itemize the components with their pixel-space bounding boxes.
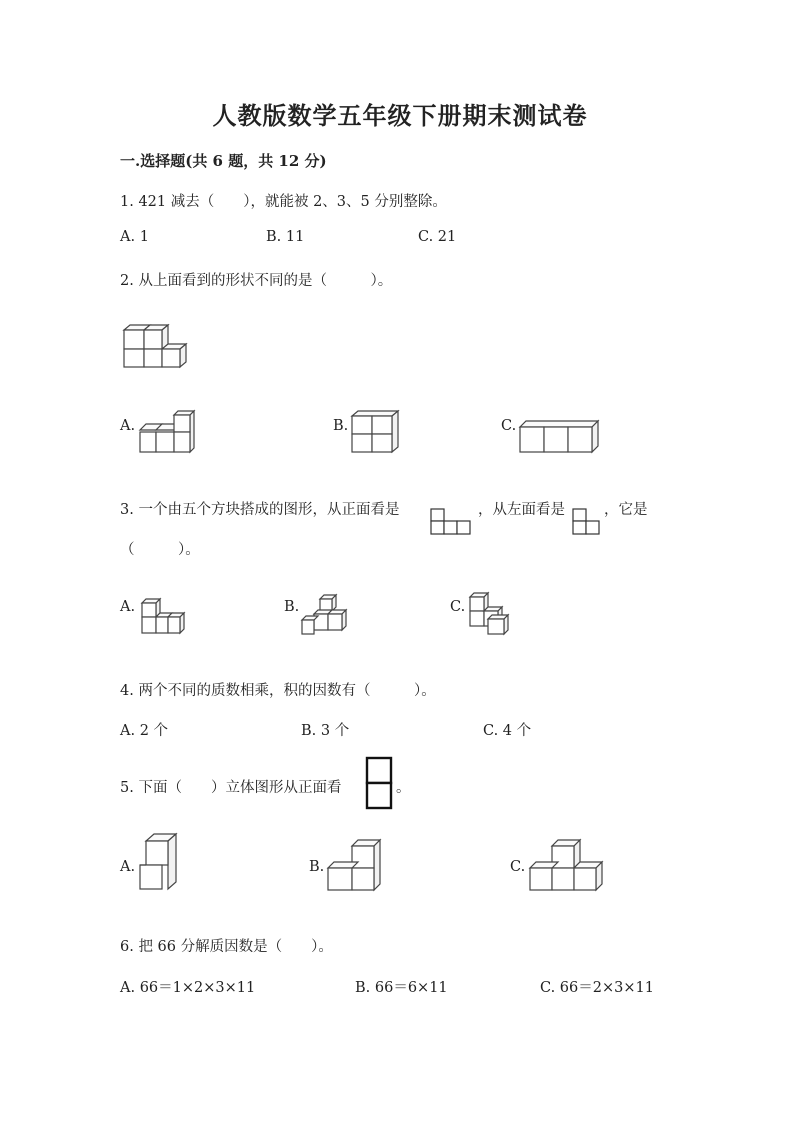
question-6-option-b[interactable]: B. 66＝6×11	[355, 980, 448, 996]
question-2-option-c-figure	[518, 420, 608, 455]
question-3-option-a[interactable]: A.	[120, 599, 136, 615]
question-3-left-view-figure	[572, 508, 602, 536]
question-6-option-a[interactable]: A. 66＝1×2×3×11	[120, 980, 256, 996]
question-5-text-part2: 。	[396, 780, 411, 796]
question-3-text-part1: 3. 一个由五个方块搭成的图形，从正面看是	[120, 502, 400, 518]
question-3-front-view-figure	[430, 508, 475, 536]
question-5-front-view-figure	[365, 756, 395, 812]
question-2-option-a[interactable]: A.	[120, 418, 136, 434]
question-3-option-a-figure	[138, 596, 193, 638]
question-4-text: 4. 两个不同的质数相乘，积的因数有（ ）。	[120, 683, 436, 699]
question-5-option-a[interactable]: A.	[120, 859, 136, 875]
question-4-option-b[interactable]: B. 3 个	[301, 723, 350, 739]
question-3-option-c[interactable]: C.	[450, 599, 466, 615]
question-3-option-c-figure	[466, 592, 521, 638]
question-5-option-a-figure	[138, 832, 183, 892]
question-5-option-b[interactable]: B.	[309, 859, 325, 875]
question-1-option-c[interactable]: C. 21	[418, 229, 457, 245]
question-5-option-b-figure	[326, 838, 386, 894]
question-3-text-part3: ，它是	[604, 502, 648, 518]
question-5-text-part1: 5. 下面（ ）立体图形从正面看	[120, 780, 342, 796]
question-3-text-line2: （ ）。	[120, 542, 200, 558]
question-2-option-b-figure	[350, 410, 410, 455]
question-3-text-part2: ，从左面看是	[478, 502, 565, 518]
question-2-reference-figure	[120, 322, 190, 372]
question-2-text: 2. 从上面看到的形状不同的是（ ）。	[120, 273, 393, 289]
question-3-option-b[interactable]: B.	[284, 599, 300, 615]
question-3-option-b-figure	[300, 594, 355, 638]
question-1-option-a[interactable]: A. 1	[120, 229, 149, 245]
question-5-option-c-figure	[528, 838, 608, 894]
question-2-option-c[interactable]: C.	[501, 418, 517, 434]
page-title: 人教版数学五年级下册期末测试卷	[212, 101, 588, 130]
question-6-option-c[interactable]: C. 66＝2×3×11	[540, 980, 654, 996]
section-heading: 一.选择题(共 6 题，共 12 分)	[120, 152, 327, 170]
question-2-option-b[interactable]: B.	[333, 418, 349, 434]
question-2-option-a-figure	[138, 410, 198, 455]
question-1-option-b[interactable]: B. 11	[266, 229, 305, 245]
question-6-text: 6. 把 66 分解质因数是（ ）。	[120, 939, 333, 955]
question-5-option-c[interactable]: C.	[510, 859, 526, 875]
question-1-text: 1. 421 减去（ ），就能被 2、3、5 分别整除。	[120, 194, 447, 210]
question-4-option-a[interactable]: A. 2 个	[120, 723, 169, 739]
question-4-option-c[interactable]: C. 4 个	[483, 723, 532, 739]
